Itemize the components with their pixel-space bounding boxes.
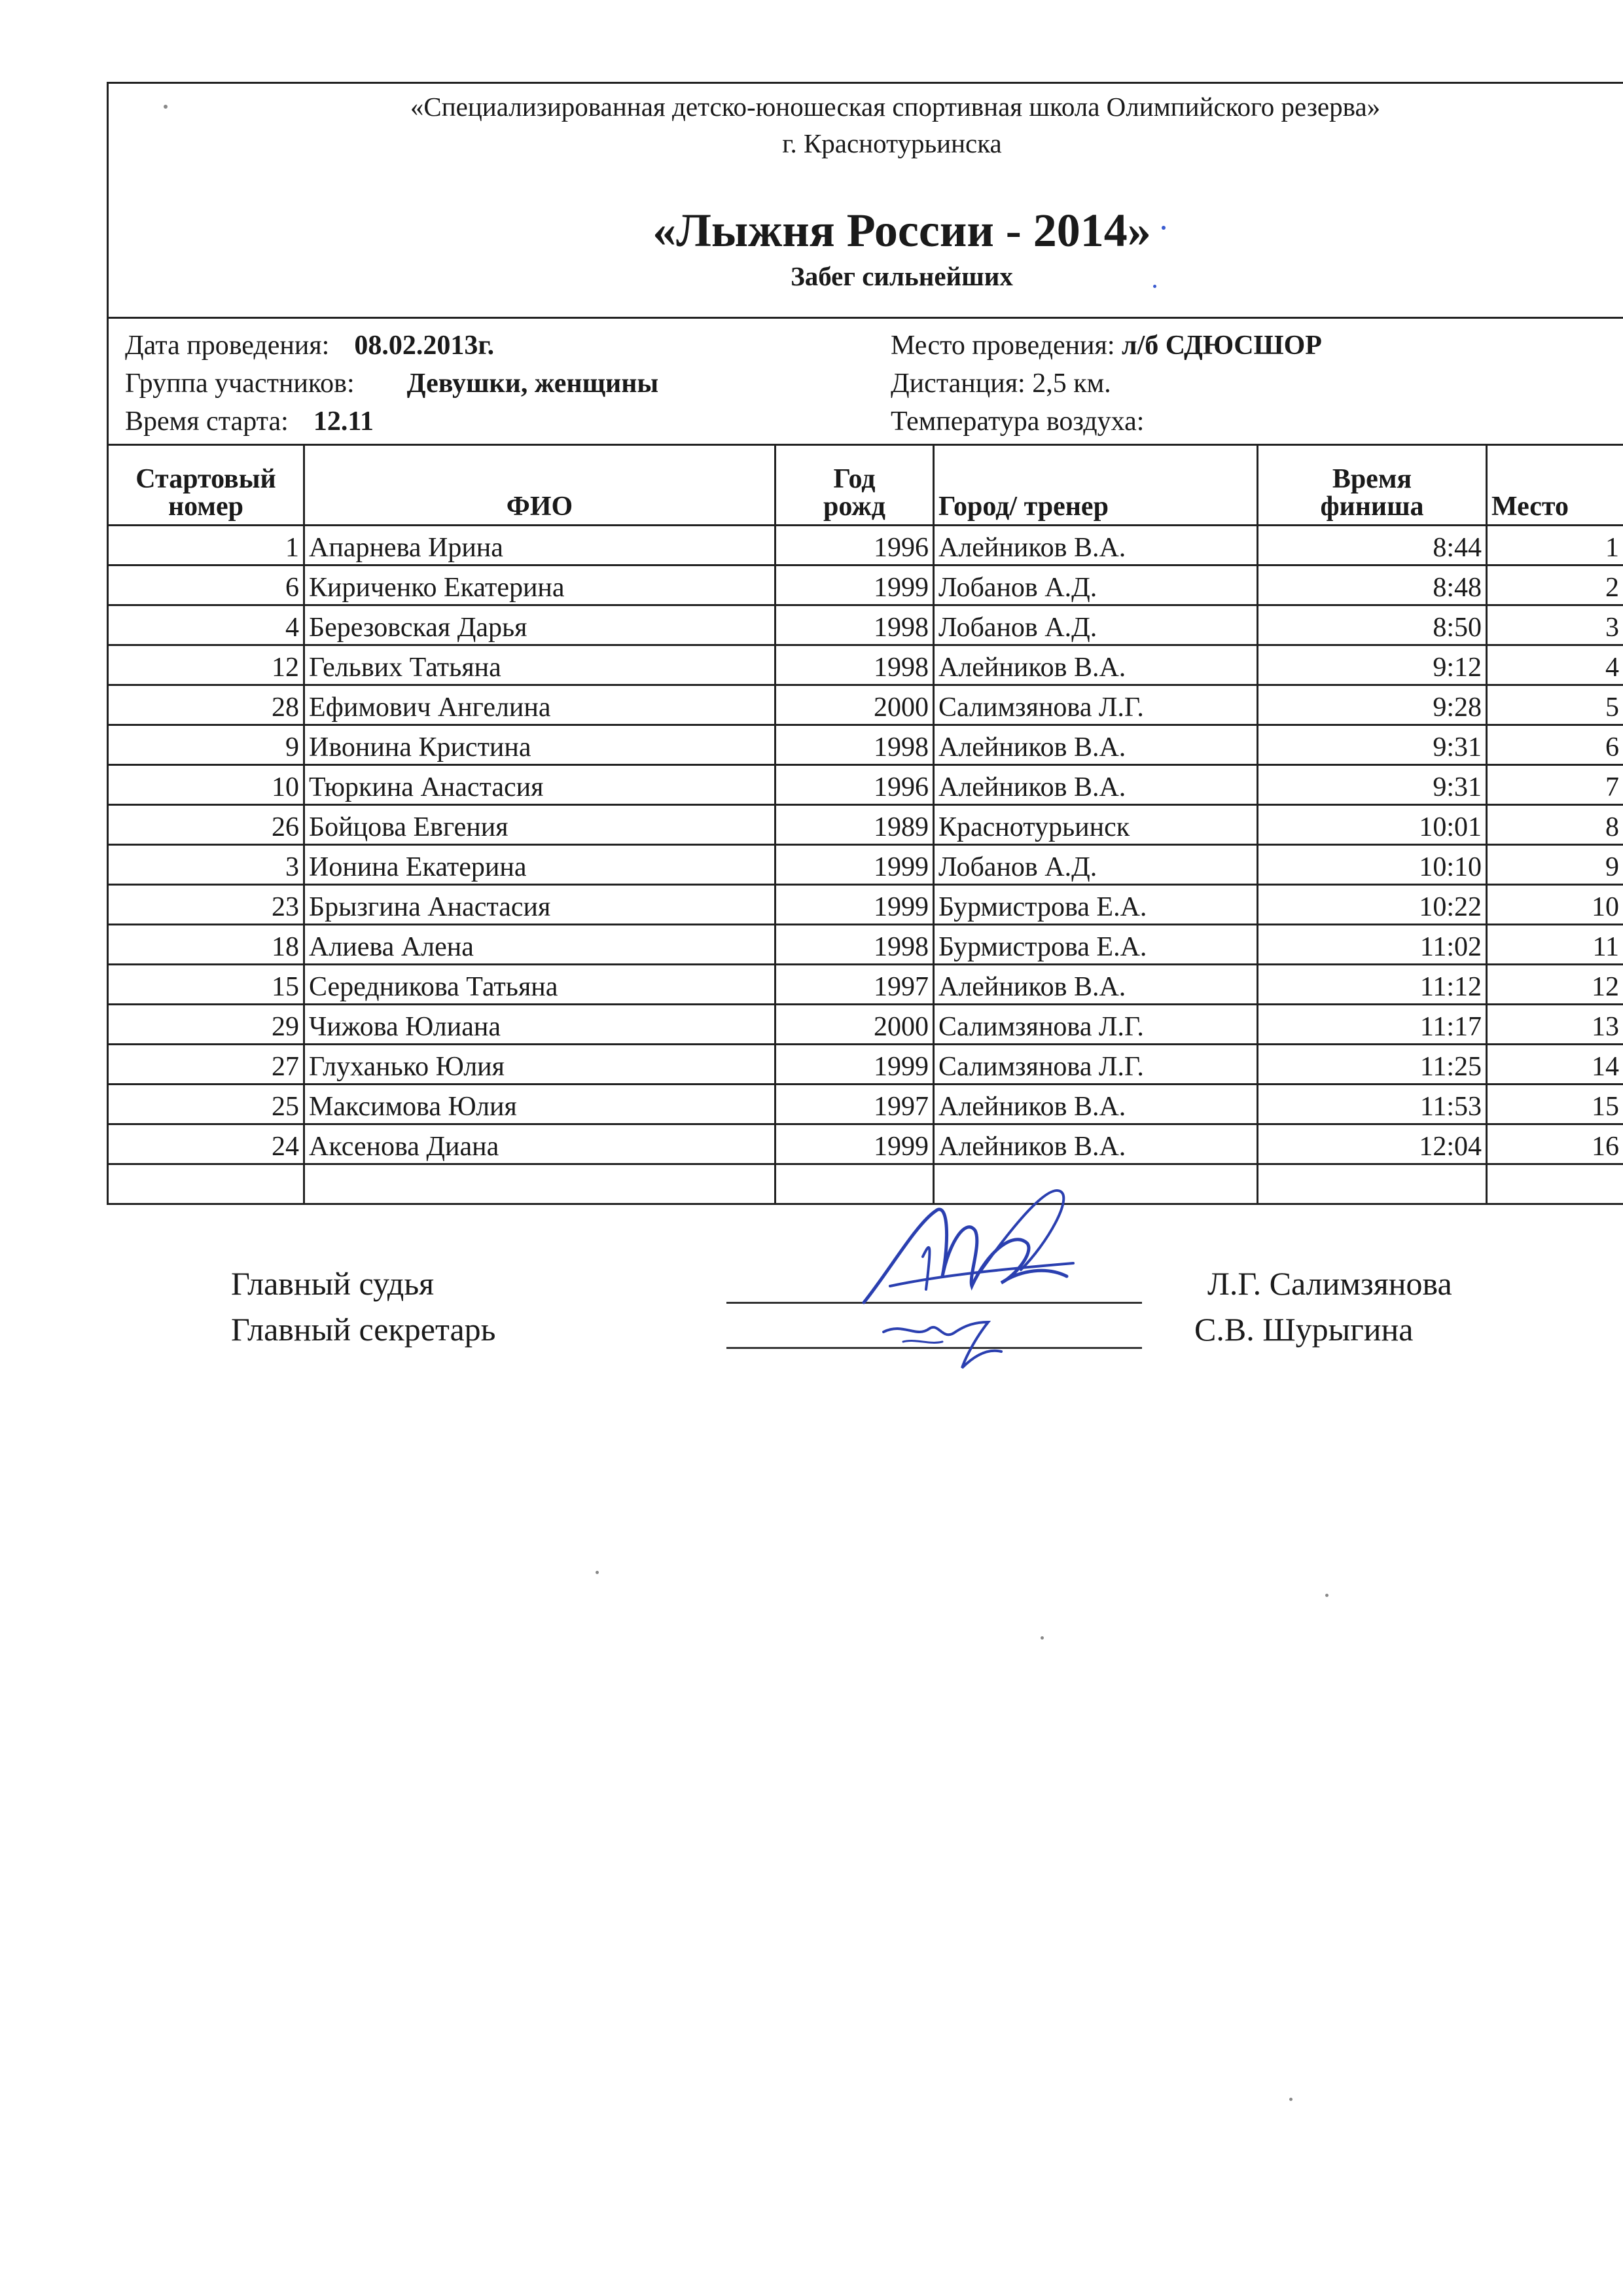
cell-finish-time: 8:48: [1258, 565, 1487, 605]
cell-birth-year: 1996: [776, 526, 934, 565]
cell-start-number: 28: [108, 685, 304, 725]
cell-name: Аксенова Диана: [304, 1124, 776, 1164]
scan-speck: [1325, 1594, 1329, 1597]
table-row: [108, 565, 1623, 605]
secretary-name: С.В. Шурыгина: [1194, 1311, 1414, 1348]
cell-start-number: 1: [108, 526, 304, 565]
cell-finish-time: 11:25: [1258, 1045, 1487, 1085]
table-row: [108, 805, 1623, 845]
cell-finish-time: 12:04: [1258, 1124, 1487, 1164]
cell-birth-year: 1998: [776, 925, 934, 965]
cell-name: Глуханько Юлия: [304, 1045, 776, 1085]
cell-place: 1: [1487, 526, 1623, 565]
organization-name: «Специализированная детско-юношеская спортивная школа Олимпийского резерва»: [410, 92, 1381, 122]
cell-place: 3: [1487, 605, 1623, 645]
cell-birth-year: 1998: [776, 645, 934, 685]
cell-finish-time: 10:01: [1258, 805, 1487, 845]
table-row: [108, 1005, 1623, 1045]
cell-city-coach: Алейников В.А.: [934, 526, 1258, 565]
cell-city-coach: Бурмистрова Е.А.: [934, 925, 1258, 965]
table-row: [108, 925, 1623, 965]
table-row: [108, 685, 1623, 725]
cell-name: Алиева Алена: [304, 925, 776, 965]
cell-city-coach: Алейников В.А.: [934, 1124, 1258, 1164]
results-body: [108, 526, 1623, 1204]
table-row: [108, 725, 1623, 765]
cell-place: 10: [1487, 885, 1623, 925]
table-row: [108, 1085, 1623, 1124]
col-city-coach: Город/ тренер: [934, 445, 1258, 526]
cell-place: 16: [1487, 1124, 1623, 1164]
group-label: Группа участников:: [125, 368, 355, 399]
cell-start-number: 10: [108, 765, 304, 805]
results-sheet: [107, 82, 1623, 1185]
table-row: [108, 885, 1623, 925]
cell-birth-year: 1997: [776, 1085, 934, 1124]
scan-speck: [596, 1571, 599, 1574]
cell-name: Тюркина Анастасия: [304, 765, 776, 805]
cell-name: Ивонина Кристина: [304, 725, 776, 765]
col-place: Место: [1487, 445, 1623, 526]
cell-birth-year: 2000: [776, 1005, 934, 1045]
cell-birth-year: 1999: [776, 1124, 934, 1164]
cell-name: Апарнева Ирина: [304, 526, 776, 565]
table-row: [108, 765, 1623, 805]
cell-start-number: 24: [108, 1124, 304, 1164]
cell-city-coach: Алейников В.А.: [934, 765, 1258, 805]
cell-finish-time: 8:44: [1258, 526, 1487, 565]
col-name: ФИО: [304, 445, 776, 526]
scan-speck: [1153, 285, 1156, 288]
judge-signature-icon: [851, 1172, 1099, 1322]
cell-finish-time: 11:53: [1258, 1085, 1487, 1124]
cell-name: Гельвих Татьяна: [304, 645, 776, 685]
cell-place: 14: [1487, 1045, 1623, 1085]
cell-start-number: 26: [108, 805, 304, 845]
cell-city-coach: Алейников В.А.: [934, 965, 1258, 1005]
cell-place: 15: [1487, 1085, 1623, 1124]
table-header-row: [108, 445, 1623, 526]
cell-place: 11: [1487, 925, 1623, 965]
cell-birth-year: 1999: [776, 565, 934, 605]
cell-place: 6: [1487, 725, 1623, 765]
event-title: «Лыжня России - 2014»: [652, 204, 1151, 257]
results-table: [107, 444, 1623, 1205]
cell-place: 7: [1487, 765, 1623, 805]
col-finish-time: Время финиша: [1258, 445, 1487, 526]
distance-info: Дистанция: 2,5 км.: [891, 368, 1111, 399]
header-divider: [109, 317, 1623, 319]
col-birth-year: Год рожд: [776, 445, 934, 526]
group-value: Девушки, женщины: [406, 368, 659, 399]
place-info: [891, 330, 1322, 361]
start-value: 12.11: [313, 406, 374, 437]
cell-place: 5: [1487, 685, 1623, 725]
cell-finish-time: 11:17: [1258, 1005, 1487, 1045]
cell-birth-year: 1997: [776, 965, 934, 1005]
cell-name: Чижова Юлиана: [304, 1005, 776, 1045]
cell-city-coach: Лобанов А.Д.: [934, 605, 1258, 645]
temperature-info: Температура воздуха:: [891, 406, 1145, 437]
place-label: Место проведения:: [891, 331, 1115, 361]
start-label: Время старта:: [125, 406, 289, 437]
place-value: л/б СДЮСШОР: [1122, 331, 1322, 361]
cell-name: Ефимович Ангелина: [304, 685, 776, 725]
judge-name: Л.Г. Салимзянова: [1207, 1265, 1452, 1302]
cell-finish-time: 9:31: [1258, 725, 1487, 765]
cell-city-coach: Бурмистрова Е.А.: [934, 885, 1258, 925]
cell-place: 2: [1487, 565, 1623, 605]
cell-name: Максимова Юлия: [304, 1085, 776, 1124]
cell-finish-time: 10:10: [1258, 845, 1487, 885]
cell-finish-time: 9:31: [1258, 765, 1487, 805]
table-row: [108, 1124, 1623, 1164]
cell-birth-year: 1999: [776, 1045, 934, 1085]
cell-city-coach: Салимзянова Л.Г.: [934, 1005, 1258, 1045]
date-info: [125, 330, 494, 361]
cell-birth-year: 1998: [776, 725, 934, 765]
cell-city-coach: Алейников В.А.: [934, 1085, 1258, 1124]
cell-birth-year: 2000: [776, 685, 934, 725]
cell-city-coach: Салимзянова Л.Г.: [934, 685, 1258, 725]
table-row: [108, 845, 1623, 885]
cell-start-number: 23: [108, 885, 304, 925]
cell-city-coach: Салимзянова Л.Г.: [934, 1045, 1258, 1085]
city-name: г. Краснотурьинска: [782, 128, 1002, 158]
cell-start-number: 12: [108, 645, 304, 685]
cell-birth-year: 1996: [776, 765, 934, 805]
cell-city-coach: Алейников В.А.: [934, 645, 1258, 685]
cell-name: Ионина Екатерина: [304, 845, 776, 885]
col-start-number: Стартовый номер: [108, 445, 304, 526]
table-row: [108, 965, 1623, 1005]
cell-city-coach: Краснотурьинск: [934, 805, 1258, 845]
cell-place: 12: [1487, 965, 1623, 1005]
cell-start-number: 18: [108, 925, 304, 965]
table-row: [108, 645, 1623, 685]
table-row: [108, 1045, 1623, 1085]
cell-birth-year: 1999: [776, 885, 934, 925]
cell-place: 8: [1487, 805, 1623, 845]
table-row: [108, 526, 1623, 565]
cell-start-number: 3: [108, 845, 304, 885]
cell-birth-year: 1999: [776, 845, 934, 885]
secretary-role: Главный секретарь: [231, 1311, 496, 1348]
cell-city-coach: Лобанов А.Д.: [934, 565, 1258, 605]
scan-speck: [1162, 226, 1166, 230]
scan-speck: [1289, 2098, 1293, 2101]
group-info: [125, 368, 658, 399]
cell-start-number: 15: [108, 965, 304, 1005]
cell-finish-time: 9:12: [1258, 645, 1487, 685]
scan-speck: [164, 105, 168, 109]
cell-name: Середникова Татьяна: [304, 965, 776, 1005]
cell-start-number: 6: [108, 565, 304, 605]
cell-birth-year: 1998: [776, 605, 934, 645]
race-subtitle: Забег сильнейших: [791, 261, 1013, 291]
cell-finish-time: 9:28: [1258, 685, 1487, 725]
scan-speck: [1041, 1636, 1044, 1640]
cell-name: Кириченко Екатерина: [304, 565, 776, 605]
cell-city-coach: Лобанов А.Д.: [934, 845, 1258, 885]
cell-start-number: 25: [108, 1085, 304, 1124]
start-info: [125, 406, 374, 437]
cell-finish-time: 10:22: [1258, 885, 1487, 925]
cell-name: Бойцова Евгения: [304, 805, 776, 845]
cell-name: Брызгина Анастасия: [304, 885, 776, 925]
cell-name: Березовская Дарья: [304, 605, 776, 645]
cell-place: 9: [1487, 845, 1623, 885]
cell-city-coach: Алейников В.А.: [934, 725, 1258, 765]
cell-birth-year: 1989: [776, 805, 934, 845]
date-value: 08.02.2013г.: [354, 331, 495, 361]
cell-finish-time: 8:50: [1258, 605, 1487, 645]
date-label: Дата проведения:: [125, 331, 330, 361]
cell-place: 13: [1487, 1005, 1623, 1045]
cell-start-number: 27: [108, 1045, 304, 1085]
secretary-signature-icon: [877, 1302, 1021, 1374]
cell-start-number: 29: [108, 1005, 304, 1045]
judge-role: Главный судья: [231, 1265, 435, 1302]
table-row: [108, 605, 1623, 645]
cell-start-number: 9: [108, 725, 304, 765]
cell-finish-time: 11:02: [1258, 925, 1487, 965]
cell-finish-time: 11:12: [1258, 965, 1487, 1005]
cell-start-number: 4: [108, 605, 304, 645]
cell-place: 4: [1487, 645, 1623, 685]
